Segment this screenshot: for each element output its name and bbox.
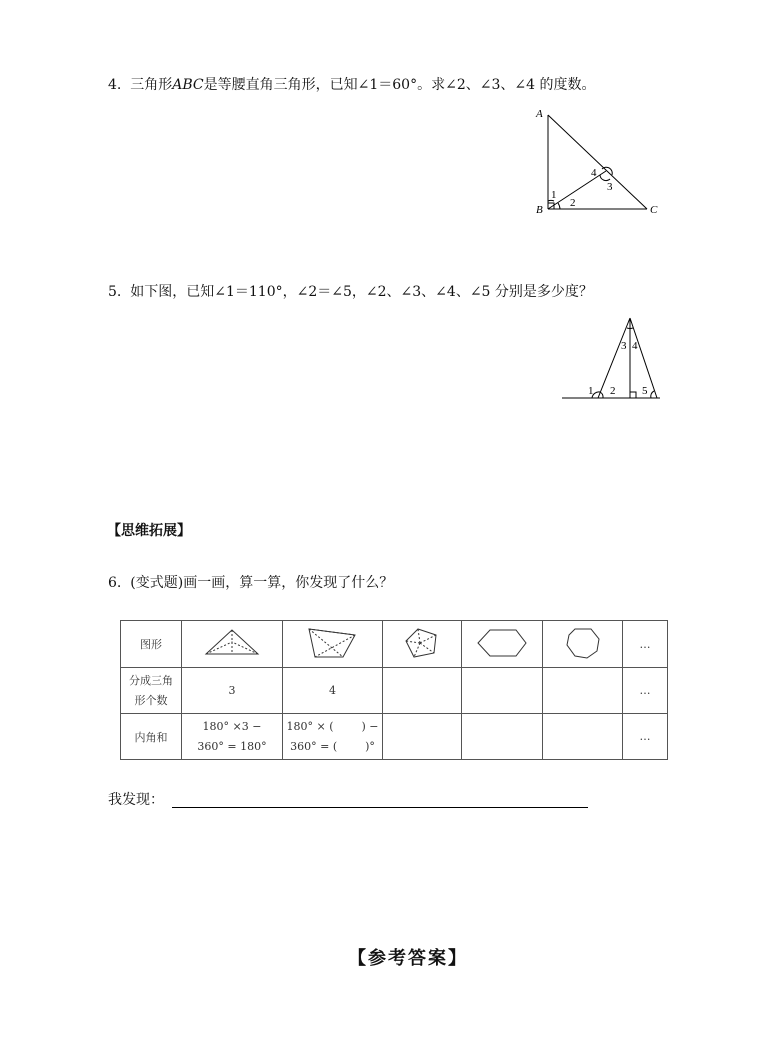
row-label-shape: 图形 <box>121 621 182 668</box>
question-5 <box>108 283 593 301</box>
ellipsis: … <box>623 668 668 714</box>
triangle-count-cell: 4 <box>283 668 383 714</box>
quadrilateral-figure <box>182 621 283 668</box>
answer-heading: 【参考答案】 <box>348 948 468 969</box>
polygon-table <box>120 620 668 760</box>
question-number: 6. <box>108 575 122 591</box>
heptagon-figure <box>543 621 623 668</box>
label-a: A <box>536 108 543 120</box>
empty-cell <box>383 714 462 760</box>
row-label-line: 形个数 <box>134 693 168 707</box>
table-row <box>121 668 668 714</box>
angle-4-label: 4 <box>591 167 597 179</box>
triangle-count-cell: 3 <box>182 668 283 714</box>
label-b: B <box>536 204 543 216</box>
ellipsis: … <box>623 621 668 668</box>
empty-cell <box>462 714 543 760</box>
question-text: 如下图，已知∠1＝110°，∠2＝∠5，∠2、∠3、∠4、∠5 分别是多少度？ <box>130 284 593 300</box>
angle-sum-cell <box>182 714 283 760</box>
section-title: 【思维拓展】 <box>107 523 191 539</box>
discovery-label: 我发现： <box>108 792 164 808</box>
row-label-angle-sum: 内角和 <box>121 714 182 760</box>
empty-cell <box>462 668 543 714</box>
formula-line: 360° = ( )° <box>290 739 375 753</box>
empty-cell <box>543 668 623 714</box>
angle-1-label: 1 <box>551 189 557 201</box>
question-text-pre: 三角形 <box>130 77 173 93</box>
question-6 <box>108 574 393 592</box>
angle-2-label: 2 <box>610 385 616 397</box>
angle-sum-cell <box>283 714 383 760</box>
angle-3-label: 3 <box>621 340 627 352</box>
formula-line: 360° = 180° <box>197 739 267 753</box>
triangle-abc-figure <box>530 105 670 220</box>
table-row <box>121 714 668 760</box>
angle-4-label: 4 <box>632 340 638 352</box>
question-4 <box>108 76 595 94</box>
empty-cell <box>543 714 623 760</box>
hexagon-figure <box>383 621 462 668</box>
label-c: C <box>650 204 658 216</box>
formula-line: 180° ×3 − <box>202 719 262 733</box>
question-number: 4. <box>108 77 122 93</box>
question-text: (变式题)画一画，算一算，你发现了什么？ <box>130 575 394 591</box>
question-number: 5. <box>108 284 122 300</box>
ellipsis: … <box>623 714 668 760</box>
row-label-triangle-count <box>121 668 182 714</box>
isosceles-triangle-figure <box>560 314 670 404</box>
empty-cell <box>383 668 462 714</box>
angle-1-label: 1 <box>588 385 594 397</box>
angle-2-label: 2 <box>570 197 576 209</box>
angle-5-label: 5 <box>642 385 648 397</box>
pentagon-figure <box>283 621 383 668</box>
question-text: 是等腰直角三角形，已知∠1＝60°。求∠2、∠3、∠4 的度数。 <box>203 77 596 93</box>
formula-line: 180° × ( ) − <box>286 719 379 733</box>
angle-3-label: 3 <box>607 181 613 193</box>
hexagon-outline-figure <box>462 621 543 668</box>
answer-blank-line[interactable] <box>172 807 588 808</box>
table-row <box>121 621 668 668</box>
triangle-name: ABC <box>172 77 204 93</box>
row-label-line: 分成三角 <box>129 673 173 687</box>
